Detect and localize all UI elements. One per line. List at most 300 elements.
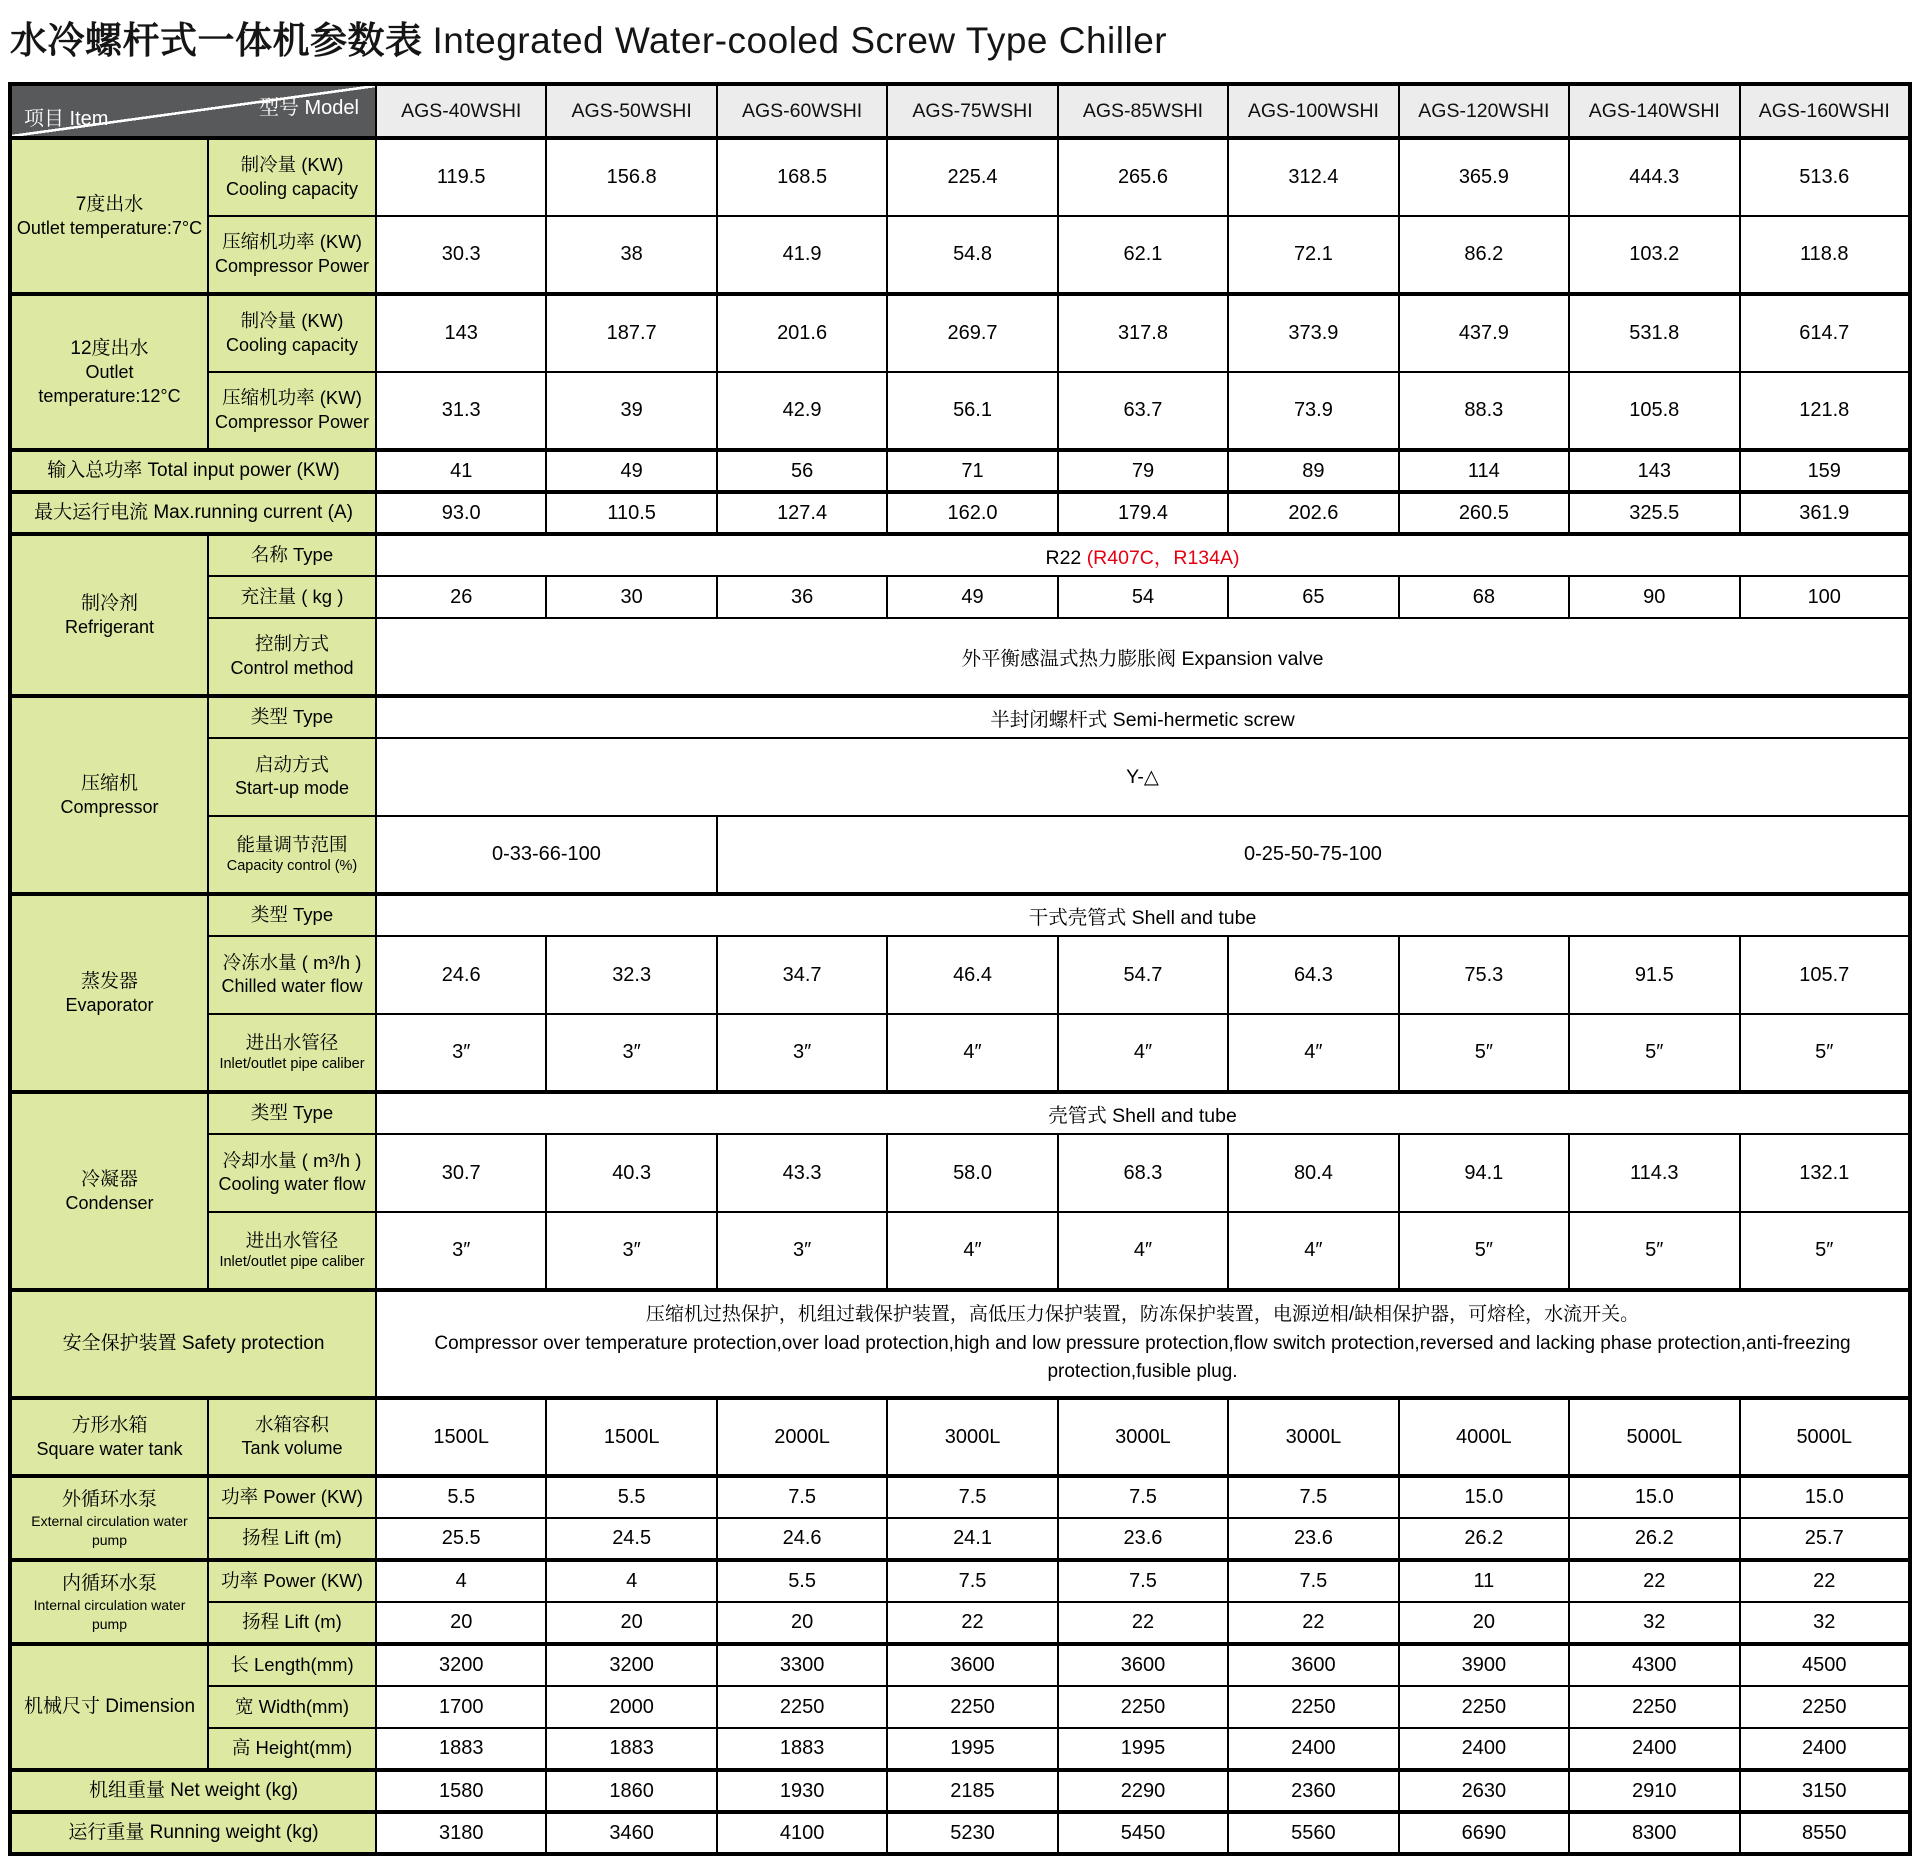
label-zh: 冷凝器 xyxy=(80,1168,138,1190)
value-cell: 614.7 xyxy=(1740,294,1911,372)
value-cell: 39 xyxy=(546,372,716,450)
value-cell: 7.5 xyxy=(717,1476,887,1518)
value-cell: 4500 xyxy=(1740,1644,1911,1686)
value-cell: 5000L xyxy=(1569,1398,1739,1476)
label-zh: 充注量 ( kg ) xyxy=(240,585,344,607)
label-en: Compressor Power xyxy=(214,411,370,432)
value-cell: 159 xyxy=(1740,450,1911,492)
label-zh: 宽 Width(mm) xyxy=(234,1695,350,1717)
value-cell: 11 xyxy=(1399,1560,1569,1602)
value-cell: 4″ xyxy=(1228,1212,1398,1290)
sub-label-cell xyxy=(208,576,376,618)
value-cell: 65 xyxy=(1228,576,1398,618)
value-cell: 444.3 xyxy=(1569,138,1739,216)
value-cell: 8550 xyxy=(1740,1812,1911,1854)
value-cell: 73.9 xyxy=(1228,372,1398,450)
table-row-external-pump-power xyxy=(10,1476,1910,1518)
value-cell: 4″ xyxy=(1058,1212,1228,1290)
label-en: Compressor Power xyxy=(214,255,370,276)
model-header-ags-75wshi: AGS-75WSHI xyxy=(887,84,1057,138)
model-header-ags-160wshi: AGS-160WSHI xyxy=(1740,84,1911,138)
value-cell: 317.8 xyxy=(1058,294,1228,372)
value-cell: 1500L xyxy=(546,1398,716,1476)
row-label-cell: 机组重量 Net weight (kg) xyxy=(10,1770,376,1812)
table-row-condenser-pipe-caliber xyxy=(10,1212,1910,1290)
row-label-cell: 输入总功率 Total input power (KW) xyxy=(10,450,376,492)
label-zh: 扬程 Lift (m) xyxy=(242,1527,342,1549)
sub-label-cell xyxy=(208,816,376,894)
value-cell: 23.6 xyxy=(1058,1518,1228,1560)
model-header-ags-40wshi: AGS-40WSHI xyxy=(376,84,546,138)
sub-label-cell xyxy=(208,216,376,294)
value-cell: 260.5 xyxy=(1399,492,1569,534)
value-cell: 1580 xyxy=(376,1770,546,1812)
label-en: Inlet/outlet pipe caliber xyxy=(219,1056,365,1073)
value-cell: 2250 xyxy=(1228,1686,1398,1728)
value-cell: 20 xyxy=(546,1602,716,1644)
value-cell: 63.7 xyxy=(1058,372,1228,450)
label-zh: 制冷量 (KW) xyxy=(240,310,344,332)
value-cell: 168.5 xyxy=(717,138,887,216)
value-cell: 6690 xyxy=(1399,1812,1569,1854)
value-cell: 1883 xyxy=(546,1728,716,1770)
value-cell: 5.5 xyxy=(376,1476,546,1518)
spec-table xyxy=(8,82,1912,1856)
value-cell: 88.3 xyxy=(1399,372,1569,450)
span-value-cell: 半封闭螺杆式 Semi-hermetic screw xyxy=(376,696,1910,738)
refrigerant-main-text: R22 xyxy=(1045,546,1087,569)
value-cell: 265.6 xyxy=(1058,138,1228,216)
value-cell: 4000L xyxy=(1399,1398,1569,1476)
table-row-refrigerant-type xyxy=(10,534,1910,576)
item-header-label: 项目 Item xyxy=(24,108,109,130)
value-cell: 100 xyxy=(1740,576,1911,618)
sub-label-cell xyxy=(208,1602,376,1644)
value-cell: 26.2 xyxy=(1569,1518,1739,1560)
table-row-external-pump-lift xyxy=(10,1518,1910,1560)
label-en: Condenser xyxy=(65,1192,154,1213)
value-cell: 118.8 xyxy=(1740,216,1911,294)
value-cell: 41.9 xyxy=(717,216,887,294)
value-cell: 3″ xyxy=(717,1212,887,1290)
label-zh: 名称 Type xyxy=(250,544,334,566)
value-cell: 3200 xyxy=(546,1644,716,1686)
label-zh: 制冷量 (KW) xyxy=(240,154,344,176)
sub-label-cell xyxy=(208,1092,376,1134)
label-zh: 类型 Type xyxy=(250,904,334,926)
value-cell: 5″ xyxy=(1569,1212,1739,1290)
sub-label-cell xyxy=(208,372,376,450)
label-zh: 冷却水量 ( m³/h ) xyxy=(222,1149,362,1171)
value-cell: 3200 xyxy=(376,1644,546,1686)
value-cell: 54.7 xyxy=(1058,936,1228,1014)
sub-label-cell xyxy=(208,534,376,576)
value-cell: 103.2 xyxy=(1569,216,1739,294)
label-zh: 冷冻水量 ( m³/h ) xyxy=(222,951,362,973)
label-zh: 蒸发器 xyxy=(80,970,138,992)
value-cell: 2250 xyxy=(1740,1686,1911,1728)
value-cell: 22 xyxy=(1569,1560,1739,1602)
value-cell: 4″ xyxy=(887,1212,1057,1290)
value-cell: 15.0 xyxy=(1740,1476,1911,1518)
sub-label-cell xyxy=(208,138,376,216)
table-row-evaporator-type xyxy=(10,894,1910,936)
value-cell: 15.0 xyxy=(1569,1476,1739,1518)
sub-label-cell xyxy=(208,1686,376,1728)
value-cell: 64.3 xyxy=(1228,936,1398,1014)
table-row-evaporator-pipe-caliber xyxy=(10,1014,1910,1092)
sub-label-cell xyxy=(208,1134,376,1212)
value-cell: 513.6 xyxy=(1740,138,1911,216)
label-en: Cooling capacity xyxy=(225,178,359,199)
value-cell: 3″ xyxy=(376,1212,546,1290)
group-label-cell xyxy=(10,1398,208,1476)
span-value-cell xyxy=(376,534,1910,576)
refrigerant-alt-red-text: (R407C，R134A) xyxy=(1086,546,1240,569)
label-en: External circulation water pump xyxy=(31,1513,188,1548)
value-cell: 8300 xyxy=(1569,1812,1739,1854)
value-cell: 132.1 xyxy=(1740,1134,1911,1212)
table-header-row xyxy=(10,84,1910,138)
sub-label-cell xyxy=(208,936,376,1014)
value-cell: 202.6 xyxy=(1228,492,1398,534)
value-cell: 1883 xyxy=(717,1728,887,1770)
value-cell: 2910 xyxy=(1569,1770,1739,1812)
value-cell: 5″ xyxy=(1399,1212,1569,1290)
sub-label-cell xyxy=(208,738,376,816)
value-cell: 46.4 xyxy=(887,936,1057,1014)
value-cell: 4″ xyxy=(1058,1014,1228,1092)
value-cell: 110.5 xyxy=(546,492,716,534)
value-cell: 3600 xyxy=(1228,1644,1398,1686)
value-cell: 201.6 xyxy=(717,294,887,372)
value-cell: 7.5 xyxy=(1228,1476,1398,1518)
value-cell: 91.5 xyxy=(1569,936,1739,1014)
value-cell: 225.4 xyxy=(887,138,1057,216)
value-cell: 2250 xyxy=(1569,1686,1739,1728)
value-cell: 2400 xyxy=(1399,1728,1569,1770)
group-label-cell xyxy=(10,1092,208,1290)
page-title-chinese: 水冷螺杆式一体机参数表 xyxy=(10,20,423,61)
sub-label-cell xyxy=(208,696,376,738)
item-model-diagonal-header-cell xyxy=(10,84,376,138)
value-cell: 2400 xyxy=(1569,1728,1739,1770)
value-cell: 2250 xyxy=(717,1686,887,1728)
value-cell: 143 xyxy=(1569,450,1739,492)
value-cell: 62.1 xyxy=(1058,216,1228,294)
value-cell: 71 xyxy=(887,450,1057,492)
value-cell: 23.6 xyxy=(1228,1518,1398,1560)
value-cell: 40.3 xyxy=(546,1134,716,1212)
value-cell: 31.3 xyxy=(376,372,546,450)
value-cell: 32.3 xyxy=(546,936,716,1014)
value-cell: 24.1 xyxy=(887,1518,1057,1560)
value-cell: 30 xyxy=(546,576,716,618)
value-cell: 373.9 xyxy=(1228,294,1398,372)
table-row-max-running-current xyxy=(10,492,1910,534)
value-cell: 24.5 xyxy=(546,1518,716,1560)
value-cell: 94.1 xyxy=(1399,1134,1569,1212)
value-cell: 36 xyxy=(717,576,887,618)
group-label-cell xyxy=(10,1476,208,1560)
label-zh: 机械尺寸 Dimension xyxy=(23,1696,196,1718)
label-zh: 7度出水 xyxy=(75,193,144,215)
value-cell: 7.5 xyxy=(887,1560,1057,1602)
value-cell: 4100 xyxy=(717,1812,887,1854)
value-cell: 1883 xyxy=(376,1728,546,1770)
value-cell: 4″ xyxy=(887,1014,1057,1092)
value-cell: 7.5 xyxy=(1228,1560,1398,1602)
value-cell: 127.4 xyxy=(717,492,887,534)
value-cell: 5″ xyxy=(1740,1014,1911,1092)
value-cell: 54.8 xyxy=(887,216,1057,294)
value-cell: 5.5 xyxy=(546,1476,716,1518)
label-en: Capacity control (%) xyxy=(226,858,358,875)
value-cell: 22 xyxy=(1740,1560,1911,1602)
table-row-chilled-water-flow xyxy=(10,936,1910,1014)
group-label-cell xyxy=(10,1560,208,1644)
value-cell: 32 xyxy=(1569,1602,1739,1644)
label-en: Cooling capacity xyxy=(225,334,359,355)
label-zh: 功率 Power (KW) xyxy=(221,1570,363,1592)
value-cell: 56 xyxy=(717,450,887,492)
table-row-compressor-power-12c xyxy=(10,372,1910,450)
label-en: Control method xyxy=(230,657,354,678)
spec-table-body xyxy=(10,138,1910,1854)
sub-label-cell xyxy=(208,1644,376,1686)
value-cell: 3000L xyxy=(1058,1398,1228,1476)
table-row-cooling-water-flow xyxy=(10,1134,1910,1212)
value-cell: 2400 xyxy=(1228,1728,1398,1770)
label-zh: 高 Height(mm) xyxy=(231,1737,353,1759)
table-row-condenser-type xyxy=(10,1092,1910,1134)
value-cell: 4 xyxy=(546,1560,716,1602)
group-label-cell xyxy=(10,894,208,1092)
model-header-ags-100wshi: AGS-100WSHI xyxy=(1228,84,1398,138)
value-cell: 15.0 xyxy=(1399,1476,1569,1518)
table-row-refrigerant-charge xyxy=(10,576,1910,618)
value-cell: 2000L xyxy=(717,1398,887,1476)
value-cell: 80.4 xyxy=(1228,1134,1398,1212)
value-cell: 143 xyxy=(376,294,546,372)
label-zh: 方形水箱 xyxy=(71,1414,148,1436)
value-cell: 3900 xyxy=(1399,1644,1569,1686)
table-row-dimension-height xyxy=(10,1728,1910,1770)
value-cell: 105.8 xyxy=(1569,372,1739,450)
label-zh: 控制方式 xyxy=(254,633,329,655)
value-cell: 68.3 xyxy=(1058,1134,1228,1212)
value-cell: 2250 xyxy=(887,1686,1057,1728)
value-cell: 1995 xyxy=(887,1728,1057,1770)
group-label-cell xyxy=(10,294,208,450)
value-cell: 437.9 xyxy=(1399,294,1569,372)
model-header-ags-120wshi: AGS-120WSHI xyxy=(1399,84,1569,138)
value-cell: 5560 xyxy=(1228,1812,1398,1854)
value-cell: 3″ xyxy=(546,1212,716,1290)
sub-label-cell xyxy=(208,1728,376,1770)
label-zh: 压缩机 xyxy=(80,772,138,794)
group-label-cell xyxy=(10,138,208,294)
label-en: Square water tank xyxy=(36,1438,183,1459)
value-cell: 22 xyxy=(1228,1602,1398,1644)
value-cell: 3300 xyxy=(717,1644,887,1686)
value-cell: 5000L xyxy=(1740,1398,1911,1476)
merged-value-cell: 0-33-66-100 xyxy=(376,816,717,894)
label-en: Cooling water flow xyxy=(218,1174,366,1195)
value-cell: 3600 xyxy=(1058,1644,1228,1686)
value-cell: 162.0 xyxy=(887,492,1057,534)
value-cell: 179.4 xyxy=(1058,492,1228,534)
table-row-running-weight xyxy=(10,1812,1910,1854)
value-cell: 1860 xyxy=(546,1770,716,1812)
value-cell: 20 xyxy=(376,1602,546,1644)
table-row-total-input-power xyxy=(10,450,1910,492)
value-cell: 58.0 xyxy=(887,1134,1057,1212)
row-label-cell: 最大运行电流 Max.running current (A) xyxy=(10,492,376,534)
value-cell: 72.1 xyxy=(1228,216,1398,294)
value-cell: 7.5 xyxy=(1058,1560,1228,1602)
value-cell: 93.0 xyxy=(376,492,546,534)
value-cell: 361.9 xyxy=(1740,492,1911,534)
sub-label-cell xyxy=(208,1014,376,1092)
value-cell: 89 xyxy=(1228,450,1398,492)
value-cell: 5″ xyxy=(1569,1014,1739,1092)
value-cell: 3000L xyxy=(1228,1398,1398,1476)
value-cell: 3460 xyxy=(546,1812,716,1854)
table-row-dimension-length xyxy=(10,1644,1910,1686)
span-value-cell: 壳管式 Shell and tube xyxy=(376,1092,1910,1134)
value-cell: 3″ xyxy=(546,1014,716,1092)
value-cell: 1995 xyxy=(1058,1728,1228,1770)
value-cell: 22 xyxy=(887,1602,1057,1644)
value-cell: 114 xyxy=(1399,450,1569,492)
value-cell: 30.7 xyxy=(376,1134,546,1212)
value-cell: 365.9 xyxy=(1399,138,1569,216)
label-en: Outlet temperature:7°C xyxy=(16,217,203,238)
value-cell: 5″ xyxy=(1399,1014,1569,1092)
label-en: Chilled water flow xyxy=(221,976,363,997)
sub-label-cell xyxy=(208,894,376,936)
sub-label-cell xyxy=(208,1518,376,1560)
group-label-cell xyxy=(10,696,208,894)
sub-label-cell xyxy=(208,618,376,696)
table-row-compressor-type xyxy=(10,696,1910,738)
table-row-safety-protection xyxy=(10,1290,1910,1398)
value-cell: 38 xyxy=(546,216,716,294)
sub-label-cell xyxy=(208,1212,376,1290)
value-cell: 24.6 xyxy=(376,936,546,1014)
model-header-ags-140wshi: AGS-140WSHI xyxy=(1569,84,1739,138)
value-cell: 3180 xyxy=(376,1812,546,1854)
value-cell: 187.7 xyxy=(546,294,716,372)
page-title-english: Integrated Water-cooled Screw Type Chiller xyxy=(432,20,1168,61)
value-cell: 86.2 xyxy=(1399,216,1569,294)
value-cell: 41 xyxy=(376,450,546,492)
value-cell: 26 xyxy=(376,576,546,618)
value-cell: 30.3 xyxy=(376,216,546,294)
value-cell: 25.7 xyxy=(1740,1518,1911,1560)
value-cell: 1500L xyxy=(376,1398,546,1476)
label-zh: 能量调节范围 xyxy=(236,833,348,855)
value-cell: 5.5 xyxy=(717,1560,887,1602)
sub-label-cell xyxy=(208,1398,376,1476)
value-cell: 312.4 xyxy=(1228,138,1398,216)
value-cell: 5450 xyxy=(1058,1812,1228,1854)
table-row-dimension-width xyxy=(10,1686,1910,1728)
table-row-net-weight xyxy=(10,1770,1910,1812)
span-text-line: Compressor over temperature protection,over load protection,high and low pressure protection,flow switch protection,reversed and lacking phase protection,anti-freezing protection,fusible plug. xyxy=(434,1332,1851,1383)
value-cell: 90 xyxy=(1569,576,1739,618)
value-cell: 121.8 xyxy=(1740,372,1911,450)
value-cell: 2360 xyxy=(1228,1770,1398,1812)
value-cell: 531.8 xyxy=(1569,294,1739,372)
span-value-cell: 干式壳管式 Shell and tube xyxy=(376,894,1910,936)
value-cell: 25.5 xyxy=(376,1518,546,1560)
value-cell: 2250 xyxy=(1058,1686,1228,1728)
span-text-line: 压缩机过热保护，机组过载保护装置，高低压力保护装置，防冻保护装置，电源逆相/缺相保护器，可熔栓，水流开关。 xyxy=(645,1304,1640,1326)
value-cell: 2290 xyxy=(1058,1770,1228,1812)
value-cell: 68 xyxy=(1399,576,1569,618)
group-label-cell xyxy=(10,1644,208,1770)
label-zh: 类型 Type xyxy=(250,1102,334,1124)
value-cell: 32 xyxy=(1740,1602,1911,1644)
label-en: Internal circulation water pump xyxy=(33,1597,186,1632)
span-value-cell: 外平衡感温式热力膨胀阀 Expansion valve xyxy=(376,618,1910,696)
value-cell: 1930 xyxy=(717,1770,887,1812)
value-cell: 119.5 xyxy=(376,138,546,216)
value-cell: 2000 xyxy=(546,1686,716,1728)
label-zh: 压缩机功率 (KW) xyxy=(222,387,362,409)
value-cell: 24.6 xyxy=(717,1518,887,1560)
table-row-internal-pump-power xyxy=(10,1560,1910,1602)
value-cell: 4″ xyxy=(1228,1014,1398,1092)
table-row-cooling-capacity-12c xyxy=(10,294,1910,372)
value-cell: 26.2 xyxy=(1399,1518,1569,1560)
value-cell: 49 xyxy=(546,450,716,492)
table-row-internal-pump-lift xyxy=(10,1602,1910,1644)
label-zh: 扬程 Lift (m) xyxy=(242,1611,342,1633)
label-zh: 内循环水泵 xyxy=(61,1572,157,1594)
value-cell: 2630 xyxy=(1399,1770,1569,1812)
table-row-startup-mode xyxy=(10,738,1910,816)
merged-value-cell: 0-25-50-75-100 xyxy=(717,816,1910,894)
value-cell: 54 xyxy=(1058,576,1228,618)
page-title xyxy=(10,10,1912,64)
row-label-cell: 运行重量 Running weight (kg) xyxy=(10,1812,376,1854)
value-cell: 105.7 xyxy=(1740,936,1911,1014)
table-row-cooling-capacity-7c xyxy=(10,138,1910,216)
value-cell: 3600 xyxy=(887,1644,1057,1686)
span-value-cell xyxy=(376,1290,1910,1398)
table-row-compressor-power-7c xyxy=(10,216,1910,294)
value-cell: 5230 xyxy=(887,1812,1057,1854)
label-en: Compressor xyxy=(60,796,159,817)
value-cell: 3″ xyxy=(717,1014,887,1092)
sub-label-cell xyxy=(208,1560,376,1602)
label-zh: 进出水管径 xyxy=(245,1031,339,1053)
label-zh: 进出水管径 xyxy=(245,1229,339,1251)
value-cell: 22 xyxy=(1058,1602,1228,1644)
value-cell: 20 xyxy=(1399,1602,1569,1644)
label-zh: 压缩机功率 (KW) xyxy=(222,231,362,253)
value-cell: 56.1 xyxy=(887,372,1057,450)
label-en: Evaporator xyxy=(65,994,154,1015)
model-header-ags-85wshi: AGS-85WSHI xyxy=(1058,84,1228,138)
value-cell: 3150 xyxy=(1740,1770,1911,1812)
value-cell: 79 xyxy=(1058,450,1228,492)
value-cell: 34.7 xyxy=(717,936,887,1014)
value-cell: 2400 xyxy=(1740,1728,1911,1770)
